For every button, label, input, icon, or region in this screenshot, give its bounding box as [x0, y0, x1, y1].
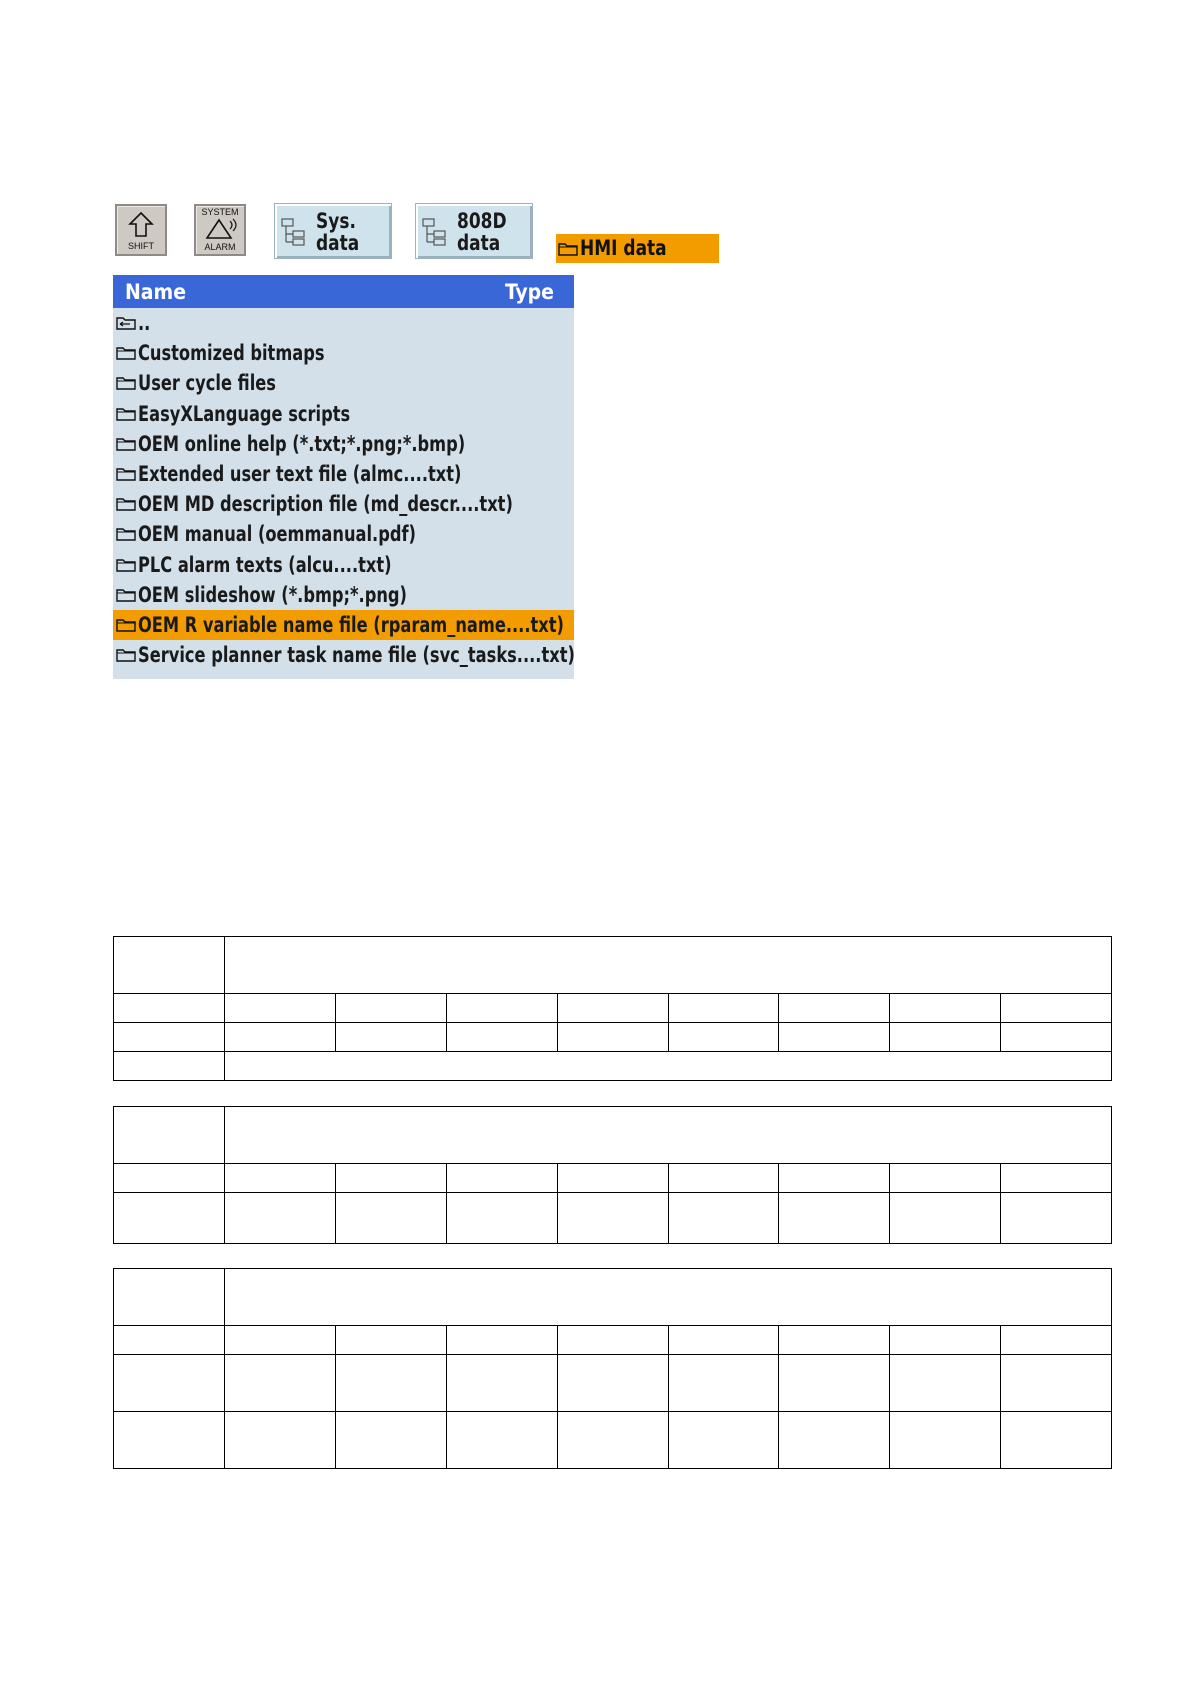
folder-row[interactable]	[113, 489, 574, 519]
folder-icon	[558, 242, 578, 256]
folder-icon	[116, 527, 136, 541]
folder-icon	[116, 497, 136, 511]
folder-row-label: OEM MD description file (md_descr....txt)	[138, 492, 513, 517]
808d-data-label	[457, 210, 507, 254]
folder-row-label: Extended user text file (almc....txt)	[138, 461, 462, 486]
file-list-rows	[113, 308, 574, 670]
folder-icon	[116, 407, 136, 421]
folder-row-label: OEM online help (*.txt;*.png;*.bmp)	[138, 431, 466, 456]
folder-row[interactable]	[113, 338, 574, 368]
file-list	[113, 275, 574, 679]
column-header-type[interactable]: Type	[504, 280, 554, 304]
shift-key[interactable]	[115, 204, 167, 256]
folder-row[interactable]	[113, 580, 574, 610]
tree-icon	[280, 217, 310, 247]
folder-row-label: ..	[138, 311, 151, 335]
sys-data-label-line1: Sys.	[316, 209, 356, 233]
folder-icon	[116, 648, 136, 662]
folder-row[interactable]	[113, 399, 574, 429]
shift-key-label: SHIFT	[128, 241, 154, 251]
folder-row-label: User cycle files	[138, 371, 276, 396]
808d-data-softkey[interactable]	[415, 203, 533, 259]
parent-directory-row[interactable]	[113, 308, 574, 338]
column-header-name[interactable]: Name	[125, 280, 187, 304]
tree-icon	[421, 217, 451, 247]
sys-data-label	[316, 210, 359, 254]
folder-row-label: OEM R variable name file (rparam_name....txt)	[138, 612, 564, 637]
folder-row[interactable]	[113, 640, 574, 670]
folder-icon	[116, 376, 136, 390]
system-key-label: SYSTEM	[201, 207, 239, 217]
folder-row-label: OEM slideshow (*.bmp;*.png)	[138, 582, 407, 607]
alarm-triangle-icon	[204, 217, 238, 241]
current-path-bar	[556, 234, 719, 263]
empty-table-3	[113, 1268, 1112, 1469]
empty-table-1	[113, 936, 1112, 1081]
folder-row[interactable]	[113, 368, 574, 398]
empty-table-2	[113, 1106, 1112, 1244]
folder-row-label: Customized bitmaps	[138, 341, 325, 366]
folder-row[interactable]	[113, 550, 574, 580]
folder-row-label: Service planner task name file (svc_tasks....txt)	[138, 643, 575, 668]
folder-row-label: EasyXLanguage scripts	[138, 401, 351, 426]
folder-icon	[116, 467, 136, 481]
folder-icon	[116, 437, 136, 451]
parent-folder-icon	[116, 316, 136, 330]
shift-arrow-icon	[128, 211, 154, 239]
808d-data-label-line2: data	[457, 231, 501, 255]
file-list-header	[113, 275, 574, 308]
folder-icon	[116, 558, 136, 572]
current-path-label: HMI data	[580, 236, 667, 260]
alarm-key-label: ALARM	[204, 242, 236, 252]
folder-row-label: OEM manual (oemmanual.pdf)	[138, 522, 416, 547]
808d-data-label-line1: 808D	[457, 209, 507, 233]
folder-row[interactable]	[113, 429, 574, 459]
folder-row-label: PLC alarm texts (alcu....txt)	[138, 552, 392, 577]
sys-data-softkey[interactable]	[274, 203, 392, 259]
folder-row[interactable]	[113, 610, 574, 640]
folder-row[interactable]	[113, 519, 574, 549]
folder-icon	[116, 346, 136, 360]
system-alarm-key[interactable]	[194, 204, 246, 256]
folder-icon	[116, 588, 136, 602]
folder-icon	[116, 618, 136, 632]
sys-data-label-line2: data	[316, 231, 360, 255]
folder-row[interactable]	[113, 459, 574, 489]
